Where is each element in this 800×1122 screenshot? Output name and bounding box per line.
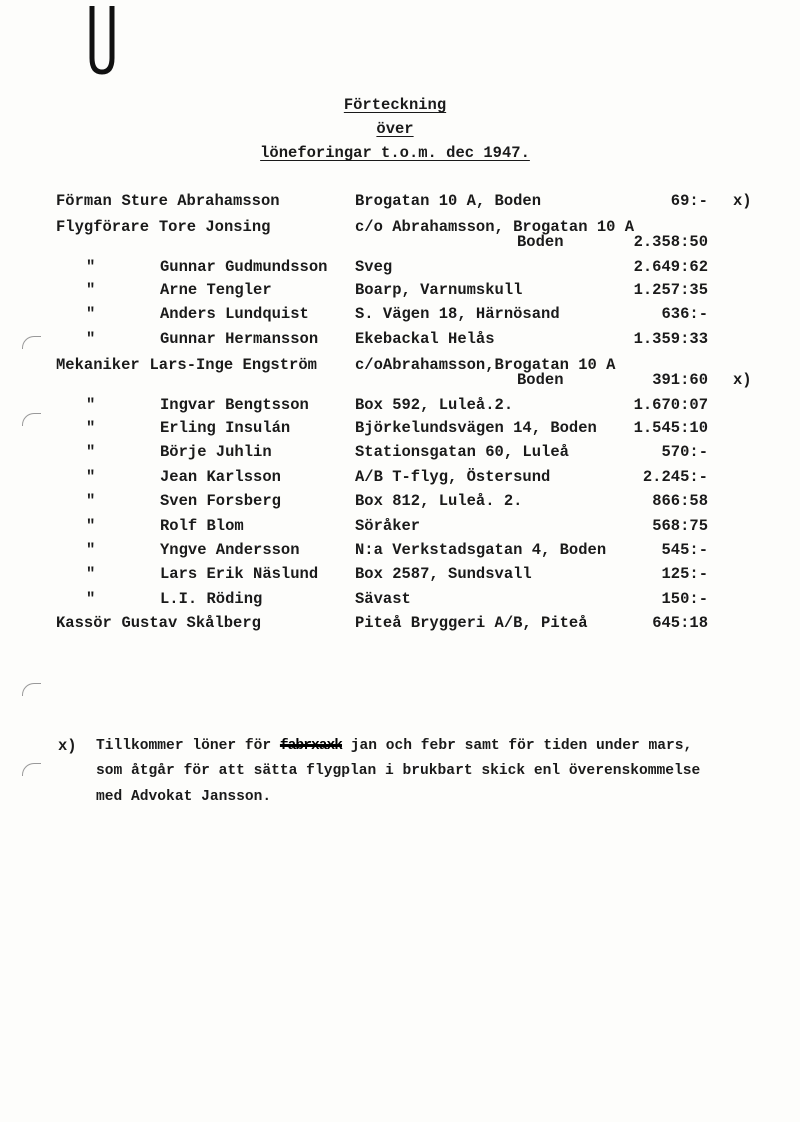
ditto-mark: "	[86, 565, 96, 583]
footnote-line-2: som åtgår för att sätta flygplan i brukbart skick enl överenskommelse	[96, 763, 701, 779]
employee-name: Ingvar Bengtsson	[160, 396, 309, 414]
employee-name: Tore Jonsing	[158, 218, 271, 236]
employee-address: Brogatan 10 A, Boden	[355, 192, 542, 210]
employee-role: Förman	[56, 192, 112, 210]
employee-address: Björkelundsvägen 14, Boden	[355, 419, 597, 437]
ditto-mark: "	[86, 590, 96, 608]
paper-clip-mark	[86, 2, 118, 76]
footnote-text: Tillkommer löner för	[96, 738, 280, 754]
employee-name: Gunnar Hermansson	[160, 330, 319, 348]
claim-amount: 1.257:35	[633, 281, 708, 299]
claim-amount: 125:-	[661, 565, 708, 583]
employee-name: Sven Forsberg	[160, 492, 281, 510]
ditto-mark: "	[86, 281, 96, 299]
employee-name: Börje Juhlin	[160, 443, 272, 461]
claim-amount: 69:-	[670, 192, 708, 210]
employee-address: Sveg	[355, 258, 393, 276]
punch-hole-mark	[22, 683, 41, 696]
footnote-line-3: med Advokat Jansson.	[96, 789, 272, 805]
employee-address: A/B T-flyg, Östersund	[355, 468, 551, 486]
employee-name: Gustav Skålberg	[121, 614, 261, 632]
employee-name: L.I. Röding	[160, 590, 263, 608]
claim-amount: 391:60	[652, 371, 708, 389]
ditto-mark: "	[86, 419, 96, 437]
employee-address: Box 592, Luleå.2.	[355, 396, 514, 414]
footnote-text: jan och febr samt för tiden under mars,	[341, 738, 693, 754]
claim-amount: 2.245:-	[642, 468, 708, 486]
footnote-reference: x)	[733, 192, 752, 210]
employee-name: Erling Insulán	[160, 419, 291, 437]
punch-hole-mark	[22, 763, 41, 776]
employee-address: Boarp, Varnumskull	[355, 281, 523, 299]
document-title: Förteckning	[343, 96, 447, 114]
footnote-line-1	[96, 737, 692, 755]
employee-name: Arne Tengler	[160, 281, 272, 299]
employee-name: Lars Erik Näslund	[160, 565, 319, 583]
footnote-marker: x)	[58, 737, 77, 755]
punch-hole-mark	[22, 336, 41, 349]
claim-amount: 1.670:07	[633, 396, 708, 414]
employee-role: Mekaniker	[56, 356, 140, 374]
claim-amount: 1.359:33	[633, 330, 708, 348]
claim-amount: 1.545:10	[633, 419, 708, 437]
claim-amount: 545:-	[661, 541, 708, 559]
employee-address: c/oAbrahamsson,Brogatan 10 A	[355, 356, 616, 374]
employee-role: Kassör	[56, 614, 112, 632]
employee-role: Flygförare	[56, 218, 150, 236]
employee-address: Stationsgatan 60, Luleå	[355, 443, 569, 461]
employee-address: S. Vägen 18, Härnösand	[355, 305, 560, 323]
ditto-mark: "	[86, 492, 96, 510]
employee-address: Söråker	[355, 517, 421, 535]
employee-address: Piteå Bryggeri A/B, Piteå	[355, 614, 588, 632]
employee-name: Lars-Inge Engström	[149, 356, 317, 374]
employee-address: Sävast	[355, 590, 411, 608]
employee-address: Ekebackal Helås	[355, 330, 495, 348]
employee-name: Anders Lundquist	[160, 305, 309, 323]
employee-name: Gunnar Gudmundsson	[160, 258, 328, 276]
employee-address: Box 812, Luleå. 2.	[355, 492, 523, 510]
employee-name: Yngve Andersson	[160, 541, 300, 559]
employee-name: Jean Karlsson	[160, 468, 281, 486]
ditto-mark: "	[86, 396, 96, 414]
claim-amount: 866:58	[652, 492, 708, 510]
claim-amount: 150:-	[661, 590, 708, 608]
employee-address-city: Boden	[517, 233, 564, 251]
employee-address: c/o Abrahamsson, Brogatan 10 A	[355, 218, 635, 236]
struck-out-text: fabrxaxk	[279, 738, 342, 754]
ditto-mark: "	[86, 330, 96, 348]
ditto-mark: "	[86, 443, 96, 461]
ditto-mark: "	[86, 541, 96, 559]
claim-amount: 2.358:50	[633, 233, 708, 251]
ditto-mark: "	[86, 517, 96, 535]
employee-address: N:a Verkstadsgatan 4, Boden	[355, 541, 607, 559]
ditto-mark: "	[86, 258, 96, 276]
claim-amount: 568:75	[652, 517, 708, 535]
document-subtitle: över	[376, 120, 414, 138]
ditto-mark: "	[86, 468, 96, 486]
claim-amount: 645:18	[652, 614, 708, 632]
claim-amount: 636:-	[661, 305, 708, 323]
ditto-mark: "	[86, 305, 96, 323]
document-heading-period: löneforingar t.o.m. dec 1947.	[260, 144, 530, 162]
employee-name: Sture Abrahamsson	[121, 192, 280, 210]
claim-amount: 570:-	[661, 443, 708, 461]
claim-amount: 2.649:62	[633, 258, 708, 276]
employee-address: Box 2587, Sundsvall	[355, 565, 532, 583]
footnote-reference: x)	[733, 371, 752, 389]
punch-hole-mark	[22, 413, 41, 426]
employee-address-city: Boden	[517, 371, 564, 389]
employee-name: Rolf Blom	[160, 517, 244, 535]
